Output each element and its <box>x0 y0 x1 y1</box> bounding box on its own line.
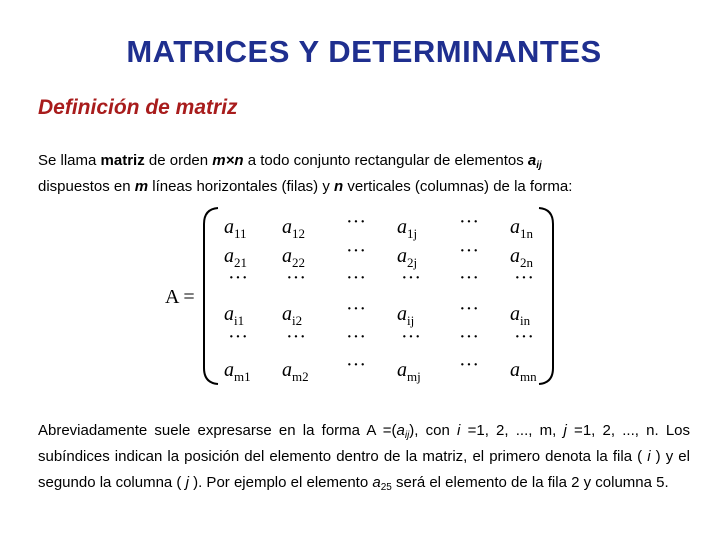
matrix-ellipsis: ··· <box>459 354 479 376</box>
matrix-ellipsis: ··· <box>346 298 366 320</box>
matrix-ellipsis: ··· <box>346 240 366 262</box>
matrix-element-am2: $a_{m2}$ <box>282 359 309 384</box>
matrix-element-amj: $a_{mj}$ <box>397 359 421 384</box>
matrix-ellipsis: ··· <box>514 326 534 348</box>
right-parenthesis <box>539 208 553 384</box>
matrix-ellipsis: ··· <box>459 326 479 348</box>
matrix-ellipsis: ··· <box>459 267 479 289</box>
matrix-element-a1n: $a_{1n}$ <box>510 216 533 241</box>
matrix-element-a2n: $a_{2n}$ <box>510 245 533 270</box>
matrix-lhs: A = <box>165 286 195 308</box>
left-parenthesis <box>204 208 218 384</box>
matrix-ellipsis: ··· <box>514 267 534 289</box>
matrix-element-am1: $a_{m1}$ <box>224 359 251 384</box>
matrix-cells <box>224 211 537 384</box>
matrix-element-ai2: $a_{i2}$ <box>282 303 303 328</box>
matrix-element-ain: $a_{in}$ <box>510 303 531 328</box>
matrix-ellipsis: ··· <box>459 211 479 233</box>
matrix-ellipsis: ··· <box>459 298 479 320</box>
matrix-ellipsis: ··· <box>459 240 479 262</box>
page-title: MATRICES Y DETERMINANTES <box>126 34 602 69</box>
matrix-ellipsis: ··· <box>346 326 366 348</box>
matrix-ellipsis: ··· <box>346 267 366 289</box>
notation-paragraph: Abreviadamente suele expresarse en la forma $A =(a_{ij})$, con i =1, 2, ..., m, j =1, 2, ..., n. Los subíndices indican la posición del elemento dentro de la matriz, el primero denota la fila ( i ) y el segundo la columna ( j ). Por ejemplo el elemento $a_{25}$ será el elemento de la fila 2 y columna 5. <box>38 422 691 493</box>
matrix-ellipsis: ··· <box>346 211 366 233</box>
matrix-element-a12: $a_{12}$ <box>282 216 305 241</box>
definition-paragraph: Se llama matriz de orden m×n a todo conjunto rectangular de elementos $a_{ij}$ dispuestos en m líneas horizontales (filas) y n verticales (columnas) de la forma: <box>38 152 573 195</box>
matrix-element-a11: $a_{11}$ <box>224 216 247 241</box>
matrix-ellipsis: ··· <box>228 326 248 348</box>
matrix-element-a2j: $a_{2j}$ <box>397 245 418 270</box>
matrix-element-a22: $a_{22}$ <box>282 245 305 270</box>
matrix-element-ai1: $a_{i1}$ <box>224 303 245 328</box>
matrix-ellipsis: ··· <box>401 267 421 289</box>
matrix-element-a1j: $a_{1j}$ <box>397 216 418 241</box>
matrix-element-aij: $a_{ij}$ <box>397 303 415 328</box>
matrix-element-amn: $a_{mn}$ <box>510 359 537 384</box>
section-subtitle: Definición de matriz <box>38 96 238 119</box>
matrix-ellipsis: ··· <box>228 267 248 289</box>
matrix-ellipsis: ··· <box>286 267 306 289</box>
matrix-ellipsis: ··· <box>346 354 366 376</box>
matrix-ellipsis: ··· <box>286 326 306 348</box>
matrix-ellipsis: ··· <box>401 326 421 348</box>
matrix-element-a21: $a_{21}$ <box>224 245 247 270</box>
